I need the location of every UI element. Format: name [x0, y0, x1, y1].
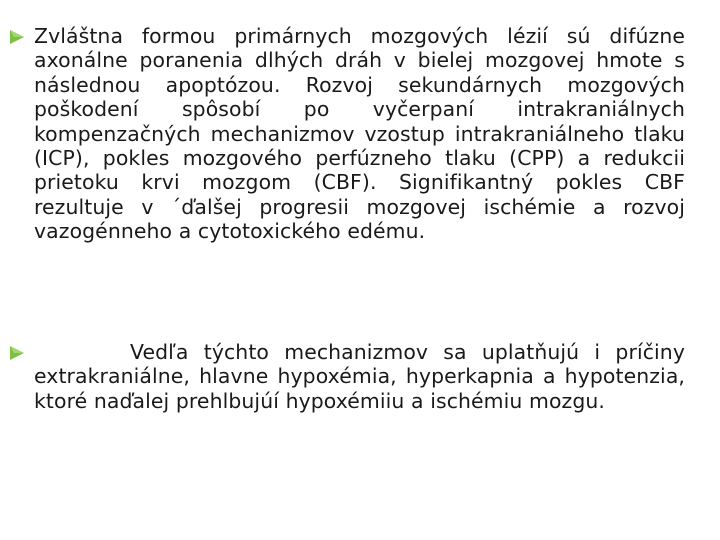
- arrow-bullet-icon: [10, 346, 24, 360]
- bullet-text-2: [34, 340, 685, 413]
- bullet-text-2-content: Vedľa týchto mechanizmov sa uplatňujú i príčiny extrakraniálne, hlavne hypoxémia, hyperkapnia a hypotenzia, ktoré naďalej prehlbujúí hypoxémiiu a ischémiu mozgu.: [34, 340, 685, 413]
- bullet-text-1: Zvláštna formou primárnych mozgových lézií sú difúzne axonálne poranenia dlhých dráh v bielej mozgovej hmote s následnou apoptózou. Rozvoj sekundárnych mozgových poškodení spôsobí po vyčerpaní intrakraniálnych kompenzačných mechanizmov vzostup intrakraniálneho tlaku (ICP), pokles mozgového perfúzneho tlaku (CPP) a redukcii prietoku krvi mozgom (CBF). Signifikantný pokles CBF rezultuje v ´ďalšej progresii mozgovej ischémie a rozvoj vazogénneho a cytotoxického edému.: [34, 24, 685, 244]
- arrow-bullet-icon: [10, 30, 24, 44]
